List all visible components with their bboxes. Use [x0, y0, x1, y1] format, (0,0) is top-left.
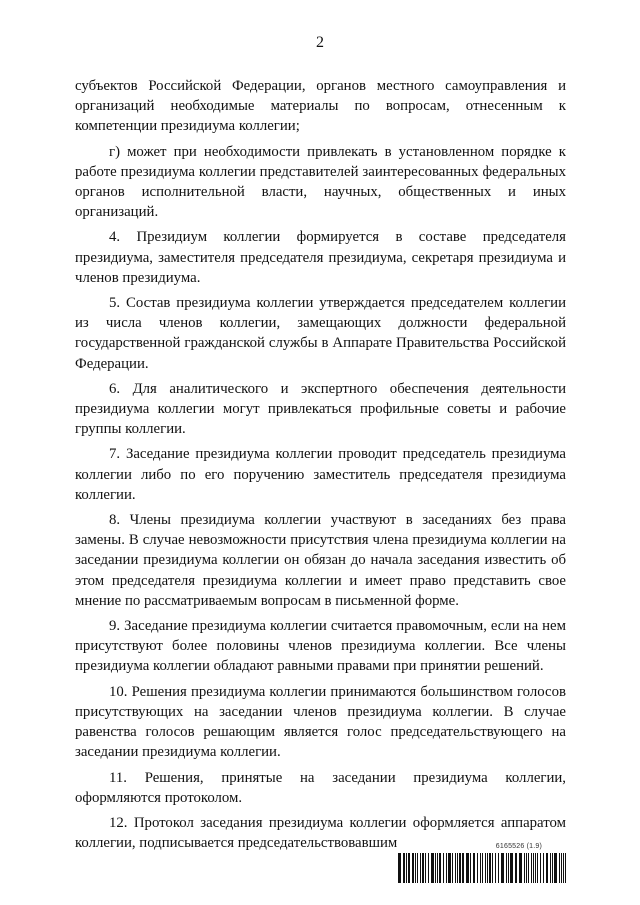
- paragraph-6: 6. Для аналитического и экспертного обеспечения деятельности президиума коллегии могут привлекаться профильные советы и рабочие группы коллегии.: [75, 380, 566, 438]
- paragraph-item-g: г) может при необходимости привлекать в установленном порядке к работе президиума коллегии представителей заинтересованных федеральных органов исполнительной власти, научных, общественных и иных организаций.: [75, 143, 566, 221]
- paragraph-continuation: субъектов Российской Федерации, органов местного самоуправления и организаций необходимые материалы по вопросам, отнесенным к компетенции президиума коллегии;: [75, 78, 566, 135]
- paragraph-11: 11. Решения, принятые на заседании президиума коллегии, оформляются протоколом.: [75, 769, 566, 806]
- paragraph-8: 8. Члены президиума коллегии участвуют в заседаниях без права замены. В случае невозможности присутствия члена президиума коллегии на заседании президиума коллегии он обязан до начала заседания известить об этом председателя президиума коллегии и имеет право представить свое мнение по рассматриваемым вопросам в письменной форме.: [75, 512, 566, 609]
- paragraph-7: 7. Заседание президиума коллегии проводит председатель президиума коллегии либо по его поручению заместитель председателя президиума коллегии.: [75, 446, 566, 503]
- paragraph-4: 4. Президиум коллегии формируется в составе председателя президиума, заместителя председателя президиума, секретаря президиума и членов президиума.: [75, 229, 566, 286]
- paragraph-9: 9. Заседание президиума коллегии считается правомочным, если на нем присутствуют более половины членов президиума коллегии. Все члены президиума коллегии обладают равными правами при принятии решений.: [75, 618, 566, 675]
- paragraph-12: 12. Протокол заседания президиума коллегии оформляется аппаратом коллегии, подписывается председательствовавшим: [75, 814, 566, 852]
- paragraph-5: 5. Состав президиума коллегии утверждается председателем коллегии из числа членов коллегии, замещающих должности федеральной государственной гражданской службы в Аппарате Правительства Российской Федерации.: [75, 295, 566, 372]
- barcode-code: 6165526 (1.9): [495, 843, 542, 850]
- barcode-stripes: [398, 853, 568, 883]
- paragraph-10: 10. Решения президиума коллегии принимаются большинством голосов присутствующих на заседании членов президиума коллегии. В случае равенства голосов решающим является голос председательствующего на заседании президиума коллегии.: [75, 683, 566, 761]
- document-body: [75, 76, 566, 858]
- barcode: [398, 843, 568, 887]
- page-number: 2: [316, 34, 324, 51]
